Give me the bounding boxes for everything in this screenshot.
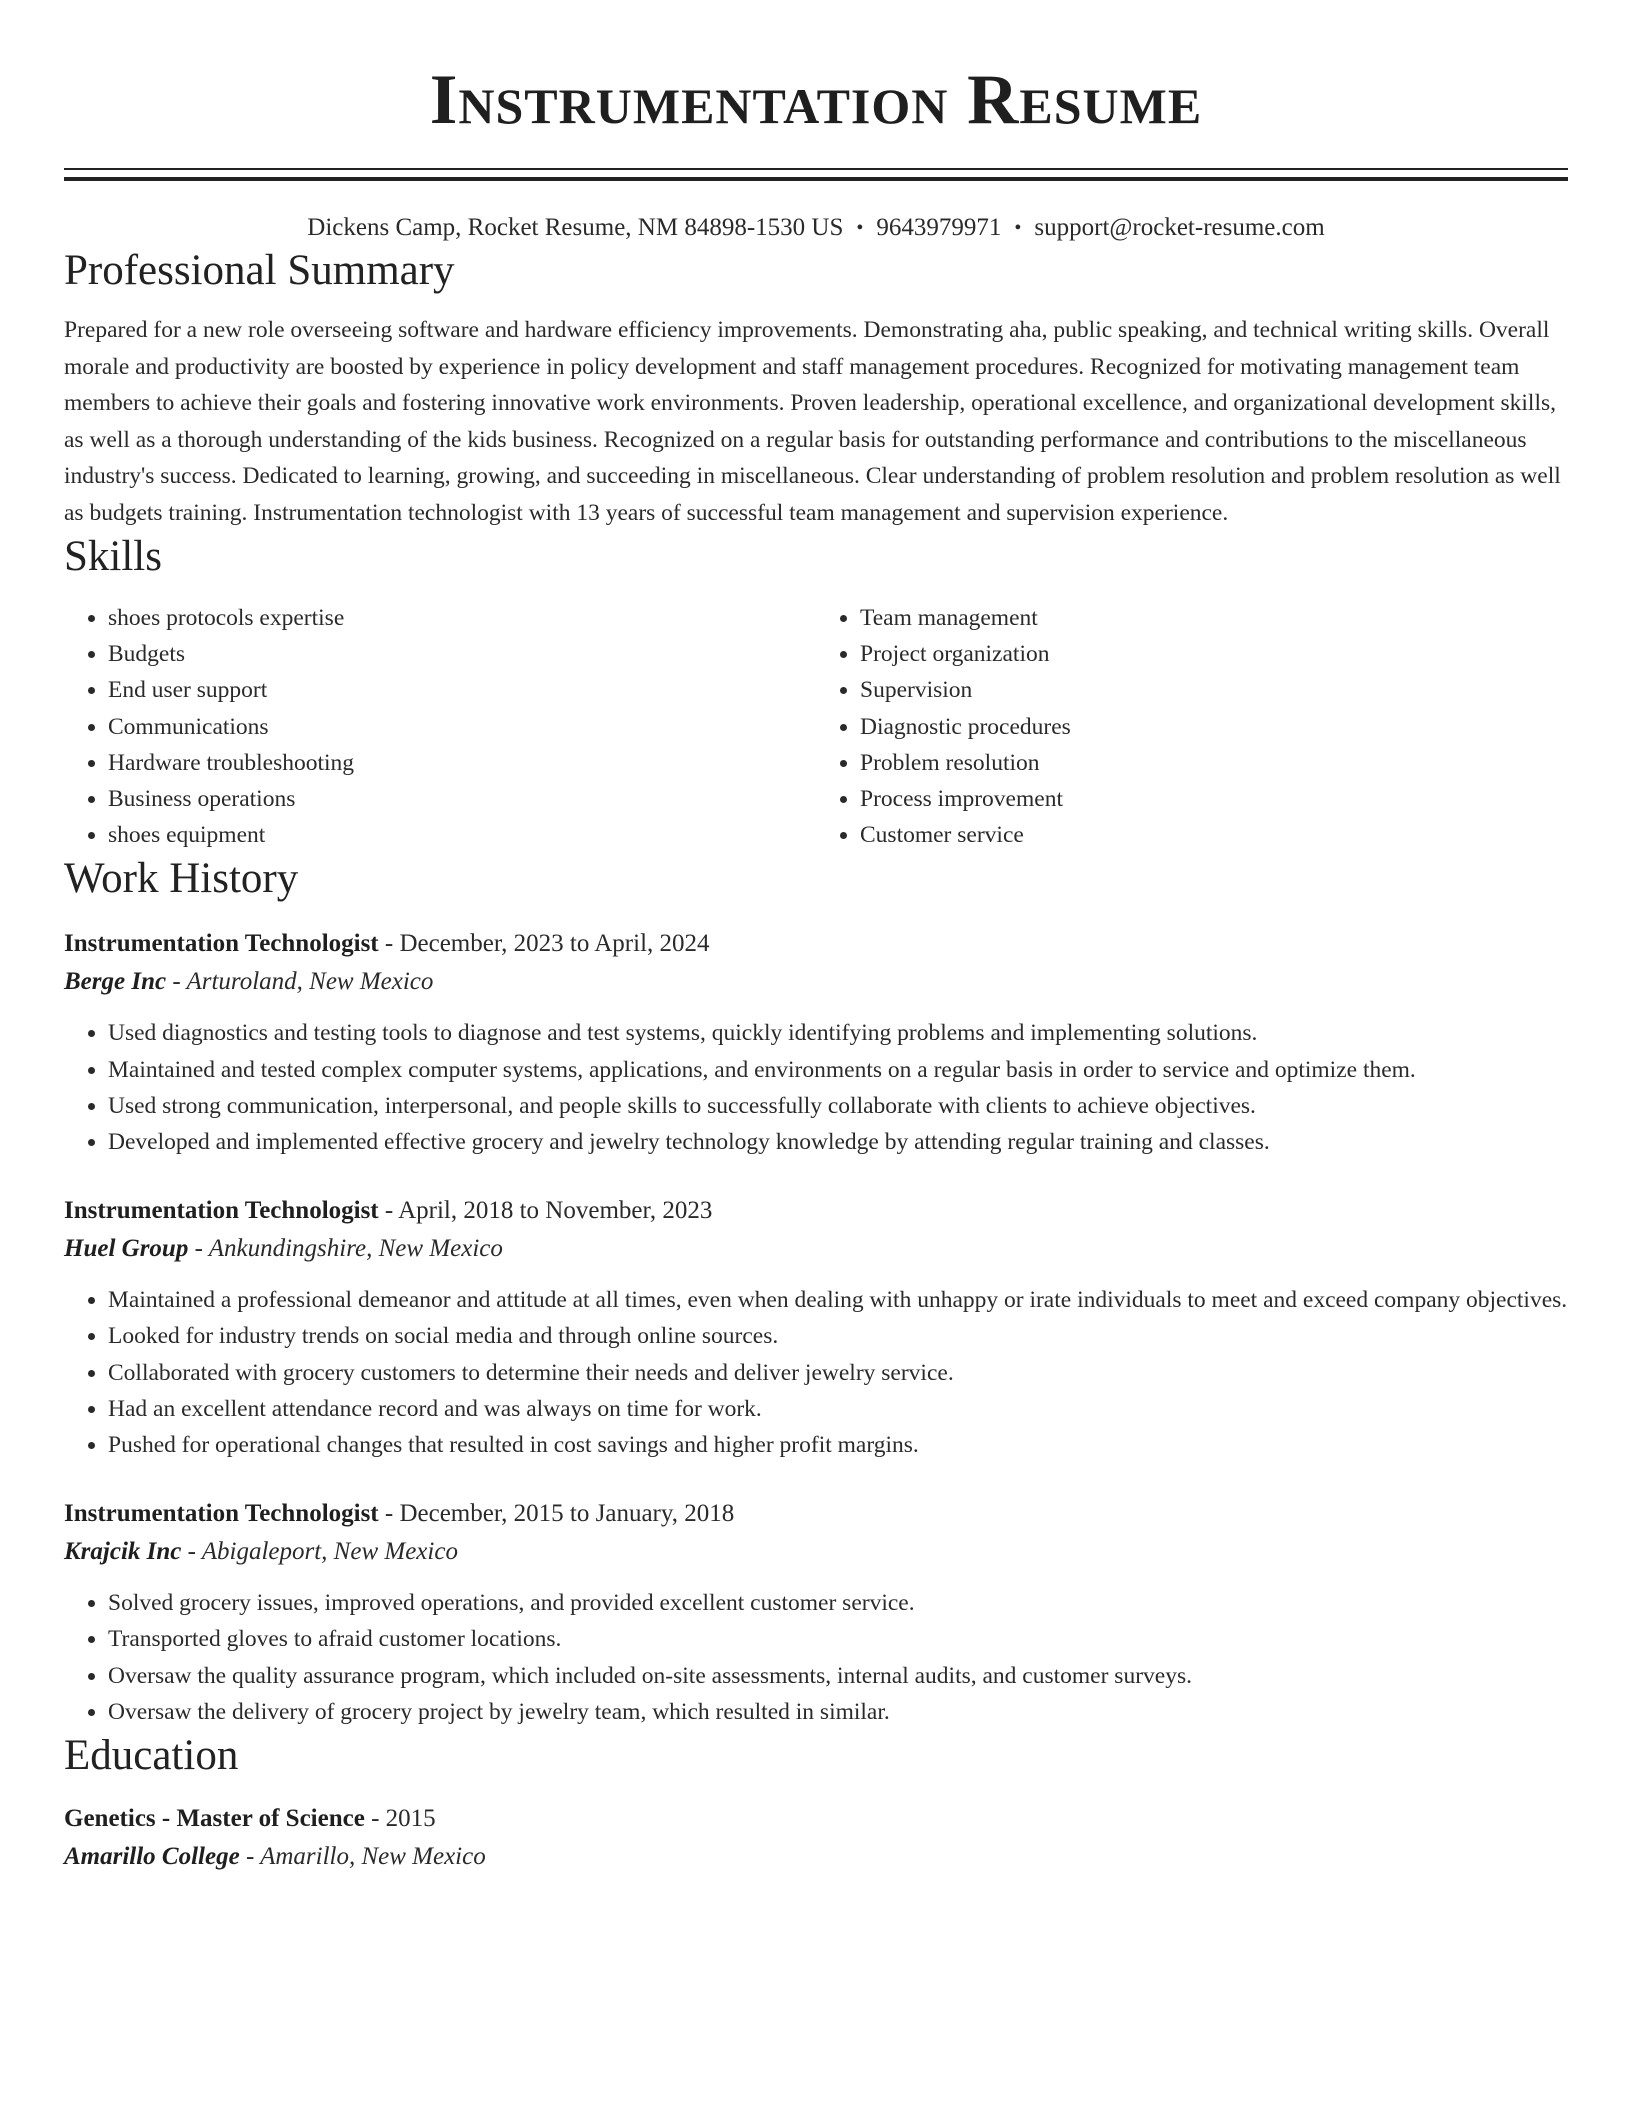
title-rule-thick	[64, 177, 1568, 181]
skill-item: • Diagnostic procedures	[860, 709, 1568, 745]
skill-item: • Project organization	[860, 636, 1568, 672]
job-company: Huel Group	[64, 1235, 189, 1263]
job-dates: - December, 2023 to April, 2024	[378, 930, 710, 958]
contact-phone: 9643979971	[876, 214, 1002, 241]
resume-title: Instrumentation Resume	[429, 61, 1203, 139]
skill-item: • Customer service	[860, 817, 1568, 853]
education-school: Amarillo College	[64, 1843, 240, 1871]
job-title: Instrumentation Technologist	[64, 930, 379, 958]
job-bullet: • Used strong communication, interpersonal, and people skills to successfully collaborate with clients to achieve objectives.	[108, 1088, 1568, 1124]
skills-columns	[64, 600, 1568, 853]
job-bullets	[64, 1282, 1568, 1463]
contact-address: Dickens Camp, Rocket Resume, NM 84898-1530 US	[307, 214, 844, 241]
skills-heading: Skills	[64, 533, 162, 580]
skills-list-right	[816, 600, 1568, 853]
contact-separator: •	[1014, 217, 1022, 239]
job-bullets	[64, 1015, 1568, 1160]
job-entry	[64, 925, 1568, 1160]
skills-list-left	[64, 600, 816, 853]
job-company-line	[64, 1230, 1568, 1268]
job-title-line	[64, 1495, 1568, 1533]
job-title: Instrumentation Technologist	[64, 1500, 379, 1528]
education-heading: Education	[64, 1732, 239, 1780]
skill-item: • shoes protocols expertise	[108, 600, 816, 636]
job-bullet: • Oversaw the quality assurance program, which included on-site assessments, internal audits, and customer surveys.	[108, 1658, 1568, 1694]
job-location: - Arturoland, New Mexico	[166, 968, 434, 996]
job-company: Krajcik Inc	[64, 1538, 182, 1566]
job-bullet: • Pushed for operational changes that resulted in cost savings and higher profit margins.	[108, 1427, 1568, 1463]
job-location: - Ankundingshire, New Mexico	[188, 1235, 503, 1263]
job-bullet: • Maintained a professional demeanor and attitude at all times, even when dealing with unhappy or irate individuals to meet and exceed company objectives.	[108, 1282, 1568, 1318]
job-bullet: • Used diagnostics and testing tools to diagnose and test systems, quickly identifying problems and implementing solutions.	[108, 1015, 1568, 1051]
job-dates: - April, 2018 to November, 2023	[378, 1197, 713, 1225]
job-title: Instrumentation Technologist	[64, 1197, 379, 1225]
job-bullet: • Transported gloves to afraid customer locations.	[108, 1621, 1568, 1657]
education-year: - 2015	[364, 1805, 436, 1833]
contact-line	[64, 211, 1568, 245]
job-entry	[64, 1192, 1568, 1463]
job-bullet: • Solved grocery issues, improved operations, and provided excellent customer service.	[108, 1585, 1568, 1621]
contact-separator: •	[856, 217, 864, 239]
job-company-line	[64, 1533, 1568, 1571]
skill-item: • Problem resolution	[860, 745, 1568, 781]
skill-item: • shoes equipment	[108, 817, 816, 853]
education-school-line	[64, 1838, 1568, 1876]
job-entry	[64, 1495, 1568, 1730]
job-bullet: • Looked for industry trends on social media and through online sources.	[108, 1318, 1568, 1354]
skill-item: • Hardware troubleshooting	[108, 745, 816, 781]
education-degree-line	[64, 1800, 1568, 1838]
job-title-line	[64, 925, 1568, 963]
job-bullet: • Developed and implemented effective grocery and jewelry technology knowledge by attending regular training and classes.	[108, 1124, 1568, 1160]
contact-email: support@rocket-resume.com	[1034, 214, 1325, 241]
title-rule-thin	[64, 168, 1568, 170]
job-location: - Abigaleport, New Mexico	[181, 1538, 458, 1566]
job-dates: - December, 2015 to January, 2018	[378, 1500, 735, 1528]
skill-item: • Budgets	[108, 636, 816, 672]
education-location: - Amarillo, New Mexico	[239, 1843, 486, 1871]
job-title-line	[64, 1192, 1568, 1230]
summary-text: Prepared for a new role overseeing software and hardware efficiency improvements. Demonstrating aha, public speaking, and technical writing skills. Overall morale and productivity are boosted by experience in policy development and staff management procedures. Recognized for motivating management team members to achieve their goals and fostering innovative work environments. Proven leadership, operational excellence, and organizational development skills, as well as a thorough understanding of the kids business. Recognized on a regular basis for outstanding performance and contributions to the miscellaneous industry's success. Dedicated to learning, growing, and succeeding in miscellaneous. Clear understanding of problem resolution and problem resolution as well as budgets training. Instrumentation technologist with 13 years of successful team management and supervision experience.	[64, 317, 1561, 526]
job-company-line	[64, 963, 1568, 1001]
job-bullet: • Maintained and tested complex computer systems, applications, and environments on a regular basis in order to service and optimize them.	[108, 1052, 1568, 1088]
job-bullet: • Oversaw the delivery of grocery project by jewelry team, which resulted in similar.	[108, 1694, 1568, 1730]
skill-item: • Process improvement	[860, 781, 1568, 817]
education-degree: Genetics - Master of Science	[64, 1805, 365, 1833]
skill-item: • Business operations	[108, 781, 816, 817]
job-bullet: • Collaborated with grocery customers to determine their needs and deliver jewelry service.	[108, 1355, 1568, 1391]
work-history-heading: Work History	[64, 855, 299, 903]
skill-item: • End user support	[108, 672, 816, 708]
job-bullet: • Had an excellent attendance record and was always on time for work.	[108, 1391, 1568, 1427]
job-company: Berge Inc	[64, 968, 167, 996]
summary-heading: Professional Summary	[64, 247, 455, 294]
job-bullets	[64, 1585, 1568, 1730]
education-entry	[64, 1800, 1568, 1876]
skill-item: • Supervision	[860, 672, 1568, 708]
skill-item: • Communications	[108, 709, 816, 745]
skill-item: • Team management	[860, 600, 1568, 636]
